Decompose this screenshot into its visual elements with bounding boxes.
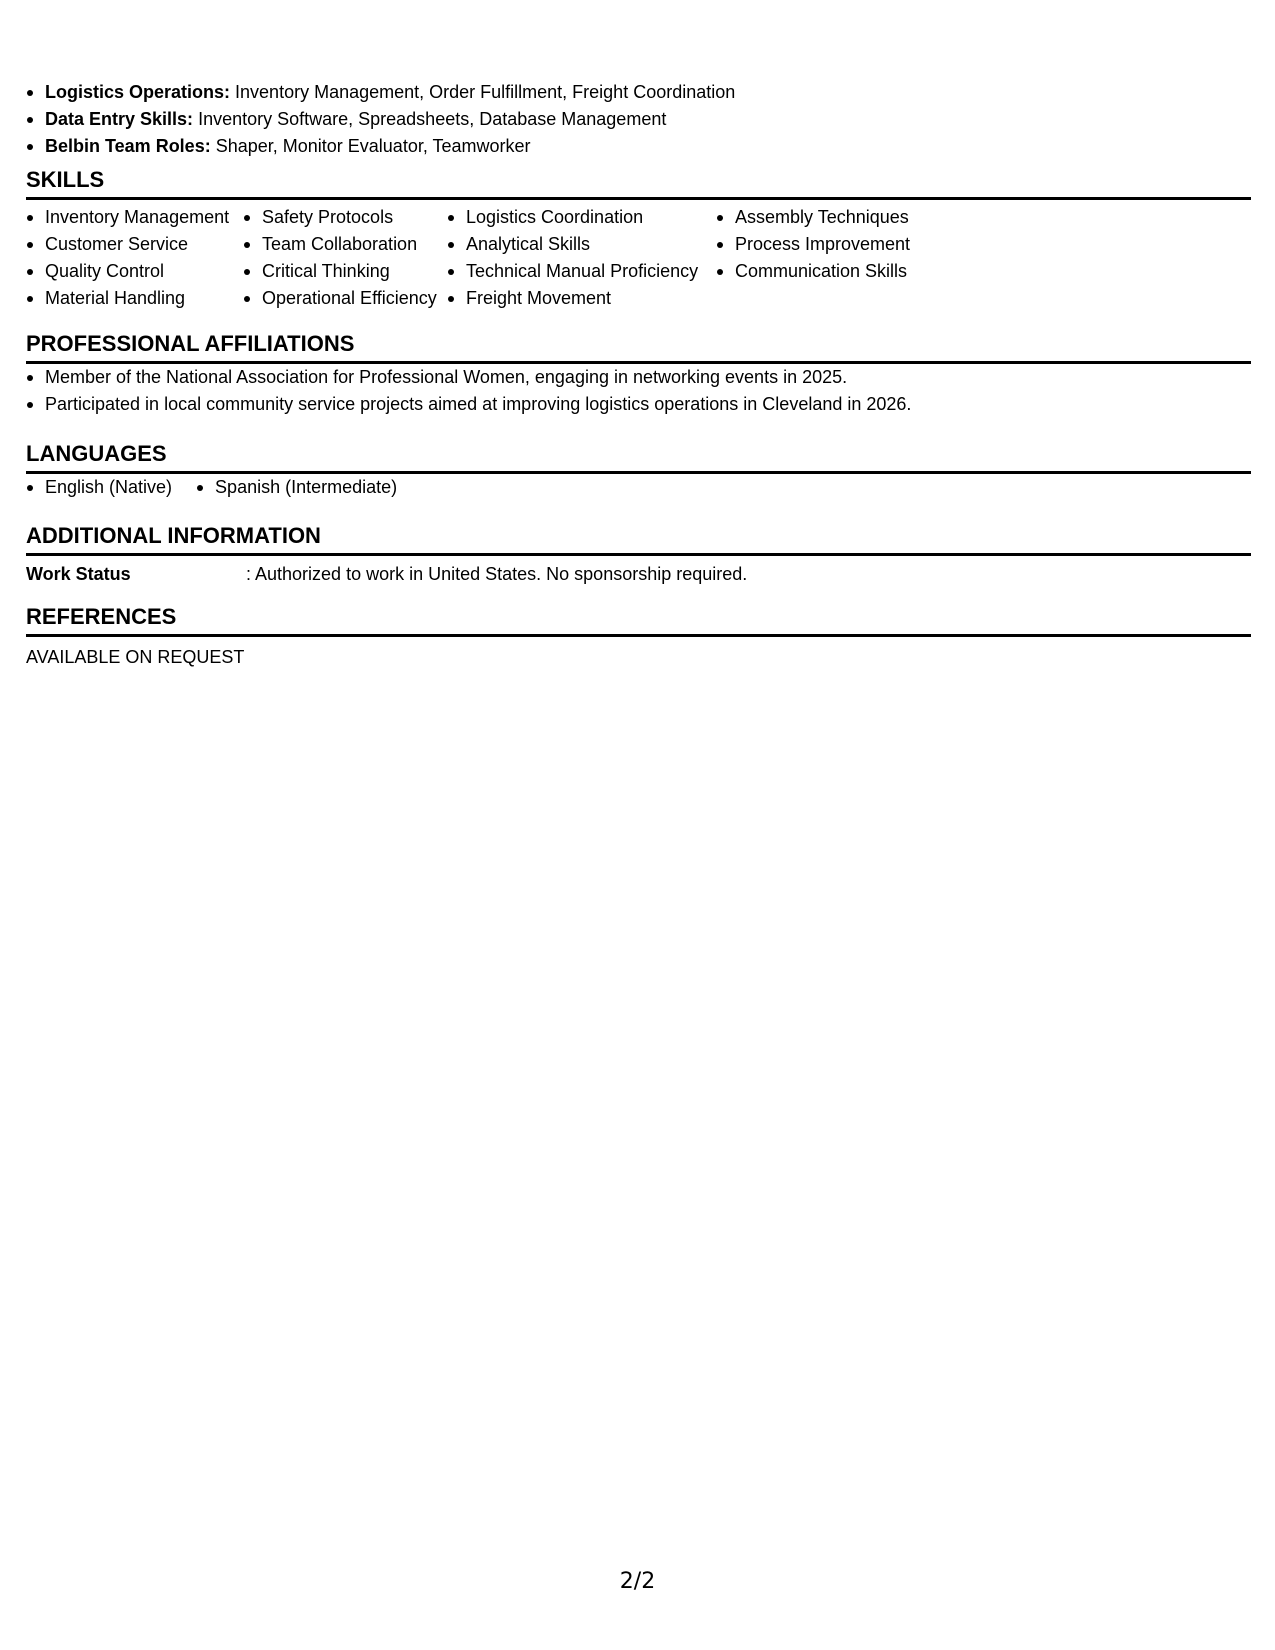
language-item: Spanish (Intermediate) — [196, 474, 397, 501]
skills-grid — [26, 204, 1251, 312]
language-item: English (Native) — [26, 474, 172, 501]
skill-item: Communication Skills — [716, 258, 910, 285]
list-item — [26, 106, 735, 133]
section-heading: ADDITIONAL INFORMATION — [26, 523, 321, 548]
item-text: Inventory Software, Spreadsheets, Database Management — [193, 109, 667, 129]
skills-column — [716, 204, 910, 312]
skill-item: Operational Efficiency — [243, 285, 447, 312]
languages-section — [26, 440, 1251, 501]
item-label: Belbin Team Roles: — [45, 136, 211, 156]
section-divider — [26, 197, 1251, 200]
skills-column — [26, 204, 243, 312]
section-heading: SKILLS — [26, 167, 105, 192]
item-label: Logistics Operations: — [45, 82, 231, 102]
item-text: Inventory Management, Order Fulfillment, Freight Coordination — [230, 82, 736, 102]
list-item — [26, 79, 735, 106]
additional-info-section — [26, 522, 1251, 586]
section-divider — [26, 553, 1251, 556]
skill-item: Analytical Skills — [447, 231, 716, 258]
skill-item: Customer Service — [26, 231, 243, 258]
section-heading: REFERENCES — [26, 604, 177, 629]
skill-item: Team Collaboration — [243, 231, 447, 258]
references-text: AVAILABLE ON REQUEST — [26, 647, 245, 667]
work-status-row — [26, 562, 1251, 586]
affiliations-section — [26, 330, 1251, 418]
skill-item: Quality Control — [26, 258, 243, 285]
work-status-label: Work Status — [26, 564, 131, 584]
skill-item: Process Improvement — [716, 231, 910, 258]
skill-item: Safety Protocols — [243, 204, 447, 231]
skill-item: Material Handling — [26, 285, 243, 312]
skill-item: Assembly Techniques — [716, 204, 910, 231]
work-status-value: : Authorized to work in United States. No sponsorship required. — [246, 564, 748, 584]
affiliations-list — [26, 364, 1251, 418]
section-heading: PROFESSIONAL AFFILIATIONS — [26, 331, 355, 356]
affiliation-item: Participated in local community service projects aimed at improving logistics operations in Cleveland in 2026. — [26, 391, 1251, 418]
item-label: Data Entry Skills: — [45, 109, 194, 129]
skill-item: Logistics Coordination — [447, 204, 716, 231]
skill-item: Technical Manual Proficiency — [447, 258, 716, 285]
competencies-list — [26, 79, 735, 160]
skill-item: Critical Thinking — [243, 258, 447, 285]
languages-list — [26, 474, 1251, 501]
skills-section — [26, 166, 1251, 312]
list-item — [26, 133, 735, 160]
references-section — [26, 603, 1251, 669]
skills-column — [243, 204, 447, 312]
skill-item: Freight Movement — [447, 285, 716, 312]
section-heading: LANGUAGES — [26, 441, 167, 466]
section-divider — [26, 634, 1251, 637]
page-number: 2/2 — [619, 1569, 656, 1594]
skill-item: Inventory Management — [26, 204, 243, 231]
skills-column — [447, 204, 716, 312]
affiliation-item: Member of the National Association for Professional Women, engaging in networking events in 2025. — [26, 364, 1251, 391]
item-text: Shaper, Monitor Evaluator, Teamworker — [210, 136, 531, 156]
